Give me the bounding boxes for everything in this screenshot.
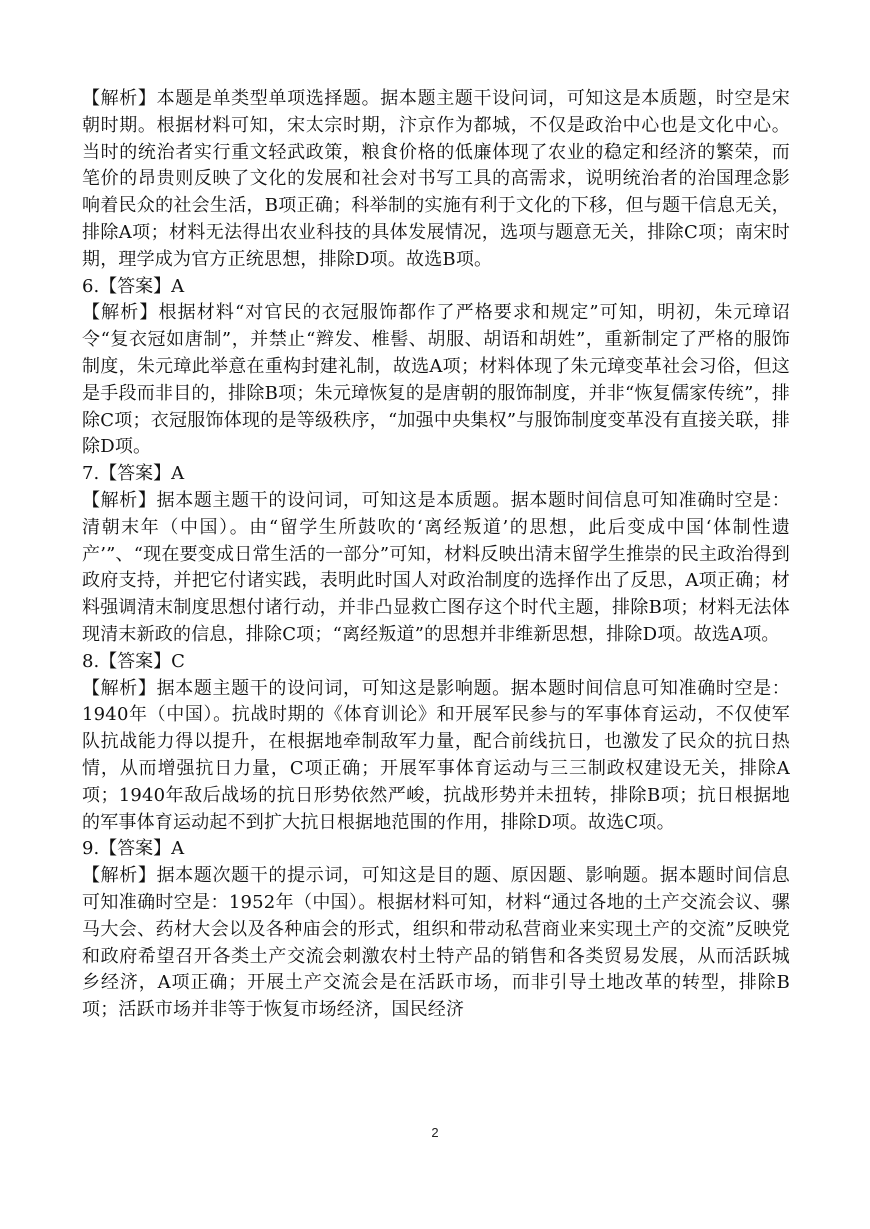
analysis-q9: 【解析】据本题次题干的提示词，可知这是目的题、原因题、影响题。据本题时间信息可知准确时空是：1952年（中国）。根据材料可知，材料“通过各地的土产交流会议、骡马大会、药材大会以及各种庙会的形式，组织和带动私营商业来实现土产的交流”反映党和政府希望召开各类土产交流会刺激农村土特产品的销售和各类贸易发展，从而活跃城乡经济，A项正确；开展土产交流会是在活跃市场，而非引导土地改革的转型，排除B项；活跃市场并非等于恢复市场经济，国民经济 bbox=[82, 865, 790, 1021]
analysis-q7: 【解析】据本题主题干的设问词，可知这是本质题。据本题时间信息可知准确时空是：清朝末年（中国）。由“留学生所鼓吹的‘离经叛道’的思想，此后变成中国‘体制性遗产’”、“现在要变成日常生活的一部分”可知，材料反映出清末留学生推崇的民主政治得到政府支持，并把它付诸实践，表明此时国人对政治制度的选择作出了反思，A项正确；材料强调清末制度思想付诸行动，并非凸显救亡图存这个时代主题，排除B项；材料无法体现清末新政的信息，排除C项；“离经叛道”的思想并非维新思想，排除D项。故选A项。 bbox=[82, 489, 790, 645]
answer-q7: 7.【答案】A bbox=[82, 463, 185, 485]
answer-q6: 6.【答案】A bbox=[82, 275, 185, 297]
analysis-q6: 【解析】根据材料“对官民的衣冠服饰都作了严格要求和规定”可知，明初，朱元璋诏令“复衣冠如唐制”，并禁止“辫发、椎髻、胡服、胡语和胡姓”，重新制定了严格的服饰制度，朱元璋此举意在重构封建礼制，故选A项；材料体现了朱元璋变革社会习俗，但这是手段而非目的，排除B项；朱元璋恢复的是唐朝的服饰制度，并非“恢复儒家传统”，排除C项；衣冠服饰体现的是等级秩序，“加强中央集权”与服饰制度变革没有直接关联，排除D项。 bbox=[82, 302, 790, 458]
answer-q8: 8.【答案】C bbox=[82, 650, 185, 672]
document-body bbox=[82, 86, 790, 1024]
answer-q9: 9.【答案】A bbox=[82, 838, 185, 860]
analysis-q8: 【解析】据本题主题干的设问词，可知这是影响题。据本题时间信息可知准确时空是：1940年（中国）。抗战时期的《体育训论》和开展军民参与的军事体育运动，不仅使军队抗战能力得以提升，在根据地牵制敌军力量，配合前线抗日，也激发了民众的抗日热情，从而增强抗日力量，C项正确；开展军事体育运动与三三制政权建设无关，排除A项；1940年敌后战场的抗日形势依然严峻，抗战形势并未扭转，排除B项；抗日根据地的军事体育运动起不到扩大抗日根据地范围的作用，排除D项。故选C项。 bbox=[82, 677, 790, 833]
analysis-q5: 【解析】本题是单类型单项选择题。据本题主题干设问词，可知这是本质题，时空是宋朝时期。根据材料可知，宋太宗时期，汴京作为都城，不仅是政治中心也是文化中心。当时的统治者实行重文轻武政策，粮食价格的低廉体现了农业的稳定和经济的繁荣，而笔价的昂贵则反映了文化的发展和社会对书写工具的高需求，说明统治者的治国理念影响着民众的社会生活，B项正确；科举制的实施有利于文化的下移，但与题干信息无关，排除A项；材料无法得出农业科技的具体发展情况，选项与题意无关，排除C项；南宋时期，理学成为官方正统思想，排除D项。故选B项。 bbox=[82, 88, 790, 270]
page-number: 2 bbox=[431, 1125, 439, 1140]
